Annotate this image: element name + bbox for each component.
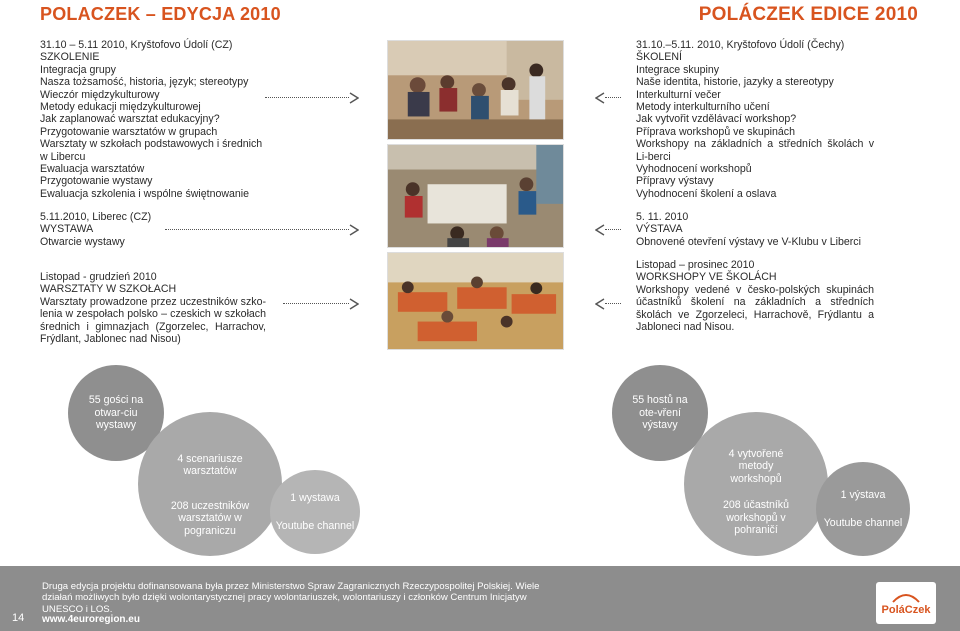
arrow-right-icon	[265, 92, 359, 104]
pl-date: 31.10 – 5.11 2010, Kryštofovo Údolí (CZ)	[40, 39, 233, 51]
pl-training-block	[40, 39, 266, 200]
pl-item: Otwarcie wystawy	[40, 235, 125, 248]
cz-item: Jak vytvořit vzdělávací workshop?	[636, 113, 797, 126]
stat-label: Youtube channel	[275, 520, 355, 532]
cz-date: 31.10.–5.11. 2010, Kryštofovo Údolí (Čechy)	[636, 39, 845, 51]
footer-bar	[0, 566, 960, 631]
cz-item: Vyhodnocení workshopů	[636, 163, 752, 176]
cz-item: Příprava workshopů ve skupinách	[636, 125, 795, 138]
stat-pl-exhibition	[270, 470, 360, 554]
pl-item: Wieczór międzykulturowy	[40, 88, 160, 101]
cz-item: Vyhodnocení školení a oslava	[636, 187, 777, 200]
pl-workshops-text: Warsztaty prowadzone przez uczestników szko-lenia w zespołach polsko – czeskich w szkołach średnich i gimnazjach (Zgorzelec, Harrachov, Frýdlant, Jablonec nad Nisou)	[40, 295, 266, 346]
photo-workshop-floor	[387, 144, 564, 248]
page-number: 14	[12, 612, 25, 624]
stat-cz-exhibition	[816, 462, 910, 556]
photo-training-group	[387, 40, 564, 140]
cz-date: Listopad – prosinec 2010	[636, 259, 755, 271]
stat-label: 4 scenariusze warsztatów	[177, 452, 243, 478]
title-czech: POLÁCZEK EDICE 2010	[698, 4, 918, 25]
arrow-left-icon	[595, 224, 621, 236]
pl-item: Przygotowanie wystawy	[40, 175, 153, 188]
pl-item: Ewaluacja szkolenia i wspólne świętnowanie	[40, 187, 250, 200]
pl-item: Metody edukacji międzykulturowej	[40, 101, 201, 114]
arrow-left-icon	[595, 92, 621, 104]
cz-item: Metody interkulturního učení	[636, 101, 770, 114]
cz-item: Interkulturní večer	[636, 88, 721, 101]
stat-pl-scenarios	[138, 412, 282, 556]
pl-item: Nasza tożsamość, historia, język; stereotypy	[40, 76, 249, 89]
arrow-left-icon	[595, 298, 621, 310]
cz-training-block	[636, 39, 874, 200]
stat-label: 1 wystawa	[290, 491, 340, 504]
pl-item: Integracja grupy	[40, 63, 116, 76]
pl-date: 5.11.2010, Liberec (CZ)	[40, 211, 152, 223]
cz-item-workshops: Workshopy na základních a středních školách v Li-berci	[636, 138, 874, 163]
title-polish: POLACZEK – EDYCJA 2010	[40, 4, 281, 24]
photo-classroom	[387, 252, 564, 350]
logo-text: PoláCzek	[881, 604, 931, 616]
stat-label: 208 uczestników warsztatów w pograniczu	[170, 499, 250, 537]
cz-item: Naše identita, historie, jazyky a stereotypy	[636, 76, 834, 89]
pl-item: w Libercu	[40, 150, 86, 163]
stat-label: Youtube channel	[823, 517, 903, 529]
pl-heading: WYSTAWA	[40, 223, 94, 236]
pl-heading: SZKOLENIE	[40, 51, 100, 64]
cz-heading: VÝSTAVA	[636, 223, 683, 236]
cz-date: 5. 11. 2010	[636, 211, 689, 223]
stat-label: 4 vytvořené metody workshopů	[728, 447, 784, 485]
website-link[interactable]: www.4euroregion.eu	[42, 614, 140, 625]
stat-cz-methods	[684, 412, 828, 556]
pl-item: Warsztaty w szkołach podstawowych i średnich	[40, 138, 263, 151]
stat-label: 208 účastníků workshopů v pohraničí	[723, 499, 789, 536]
polaczek-logo	[876, 582, 936, 624]
arrow-right-icon	[283, 298, 359, 310]
arrow-right-icon	[165, 224, 359, 236]
cz-workshops-text: Workshopy vedené v česko-polských skupinách účastníků školení na základních a středních školách ve Zgorzeleci, Harrachově, Frýdlantu a Jabloneci nad Nisou.	[636, 283, 874, 334]
pl-item: Ewaluacja warsztatów	[40, 163, 145, 176]
stat-label: 55 hostů na ote-vření výstavy	[632, 394, 688, 432]
cz-item: Integrace skupiny	[636, 63, 720, 76]
cz-heading: WORKSHOPY VE ŠKOLÁCH	[636, 271, 777, 284]
cz-heading: ŠKOLENÍ	[636, 51, 682, 64]
pl-heading: WARSZTATY W SZKOŁACH	[40, 283, 177, 296]
pl-date: Listopad - grudzień 2010	[40, 271, 157, 283]
stat-label: 55 gości na otwar-ciu wystawy	[88, 394, 144, 432]
logo-mark-icon	[891, 590, 921, 604]
cz-item: Přípravy výstavy	[636, 175, 714, 188]
pl-workshops-block	[40, 271, 266, 345]
cz-exhibition-block	[636, 211, 874, 248]
pl-item: Przygotowanie warsztatów w grupach	[40, 125, 218, 138]
funding-note: Druga edycja projektu dofinansowana była przez Ministerstwo Spraw Zagranicznych Rzeczypospolitej Polskiej. Wiele działań możliwych było dzięki wolontarystycznej pracy wolontariuszek, wolontariuszy i członków Centrum Inicjatyw UNESCO i LOS.	[42, 581, 540, 615]
pl-item: Jak zaplanować warsztat edukacyjny?	[40, 113, 220, 126]
stat-label: 1 výstava	[840, 488, 886, 501]
cz-workshops-block	[636, 259, 874, 333]
cz-item: Obnovené otevření výstavy ve V-Klubu v Liberci	[636, 235, 861, 248]
